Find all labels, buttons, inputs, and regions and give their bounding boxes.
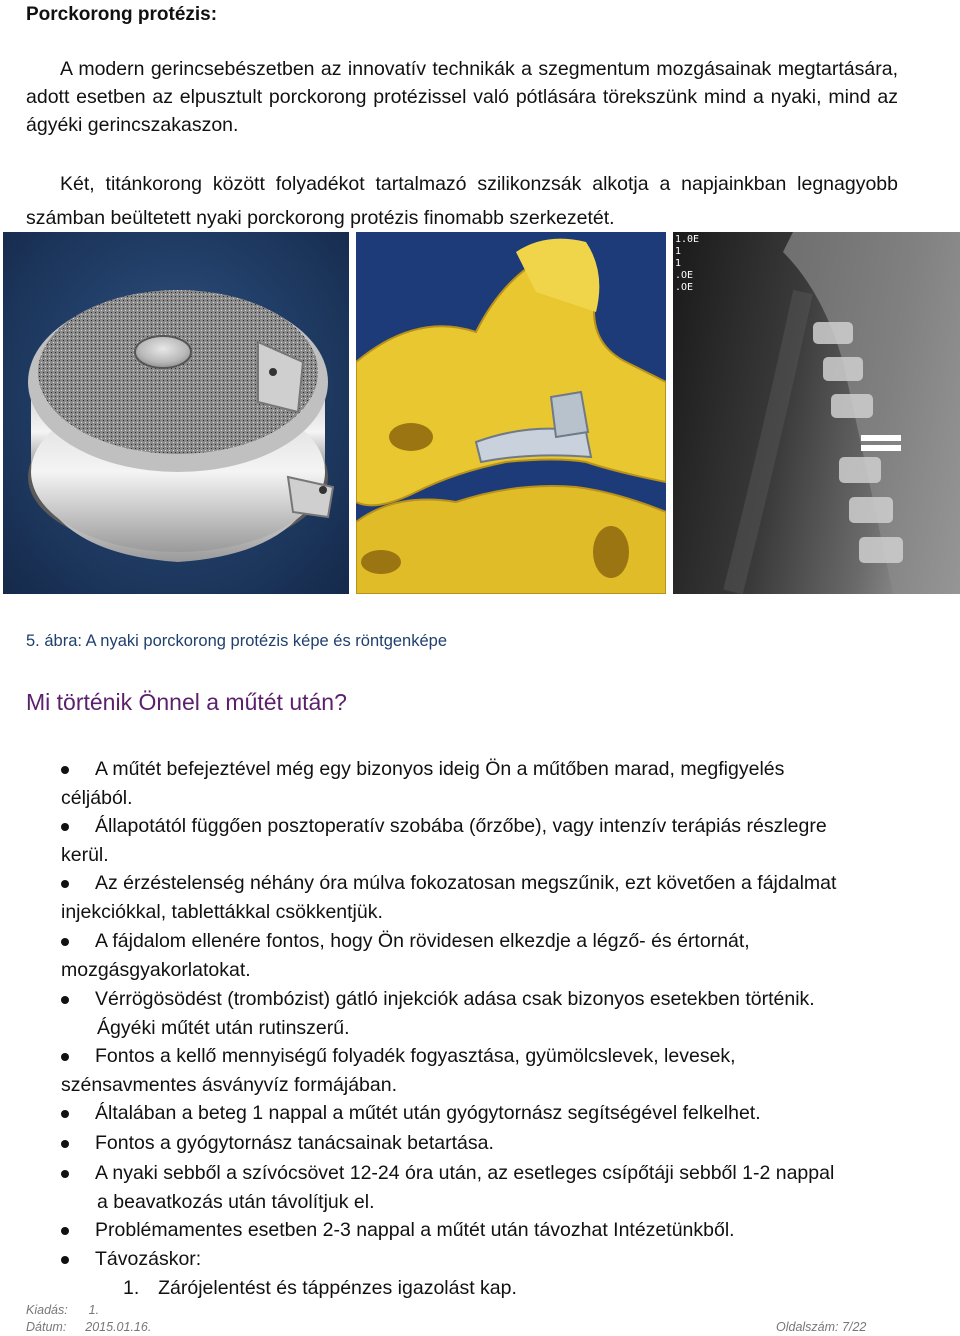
intro-paragraph-text: A modern gerincsebészetben az innovatív technikák a szegmentum mozgásainak megtartására, adott esetben az elpusztult porckorong protézissel való pótlására törekszünk mind a nyaki, mind az ágyéki gerincszakaszon. [26,58,898,136]
bullet-icon [61,996,69,1004]
bullet-icon [61,1227,69,1235]
list-item: Általában a beteg 1 nappal a műtét után gyógytornász segítségével felkelhet. [61,1099,901,1128]
bullet-icon [61,766,69,774]
footer-page-value: 7/22 [842,1320,867,1334]
list-item: Fontos a kellő mennyiségű folyadék fogyasztása, gyümölcslevek, levesek, szénsavmentes ásványvíz formájában. [61,1045,736,1096]
list-item: Az érzéstelenség néhány óra múlva fokozatosan megszűnik, ezt követően a fájdalmat injekciókkal, tablettákkal csökkentjük. [61,872,837,923]
list-item: A műtét befejeztével még egy bizonyos ideig Ön a műtőben marad, megfigyelés céljából. [61,758,785,809]
list-item: Fontos a gyógytornász tanácsainak betartása. [61,1129,901,1158]
xray-overlay-text [675,234,699,294]
list-item: Problémamentes esetben 2-3 nappal a műtét után távozhat Intézetünkből. [61,1216,901,1245]
bullet-icon [61,1110,69,1118]
bullet-icon [61,1170,69,1178]
structure-paragraph [26,167,898,235]
footer-page-number [776,1320,866,1334]
bullet-icon [61,1140,69,1148]
cervical-xray-image [673,232,960,594]
sublist-number: 1. [123,1277,140,1299]
structure-paragraph-text: Két, titánkorong között folyadékot tartalmazó szilikonzsák alkotja a napjainkban legnagyobb számban beültetett nyaki porckorong protézis finomabb szerkezetét. [26,173,898,229]
numbered-sublist-item [123,1274,517,1302]
vertebrae-illustration [356,232,666,594]
footer-date-value: 2015.01.16. [85,1320,152,1334]
section-title: Porckorong protézis: [26,4,218,25]
bullet-icon [61,880,69,888]
bullet-icon [61,823,69,831]
disc-prosthesis-image [3,232,349,594]
figure-caption: 5. ábra: A nyaki porckorong protézis képe és röntgenképe [26,632,448,650]
list-item: A fájdalom ellenére fontos, hogy Ön rövidesen elkezdje a légző- és értornát, mozgásgyakorlatokat. [61,930,750,981]
xray-overlay-line: .OE [675,282,694,293]
list-item: Vérrögösödést (trombózist) gátló injekciók adása csak bizonyos esetekben történik. Ágyéki műtét után rutinszerű. [61,985,901,1042]
bullet-icon [61,938,69,946]
list-item: Távozáskor: [61,1245,901,1274]
xray-illustration [673,232,960,594]
footer-edition-label: Kiadás: [26,1303,68,1317]
footer-edition [26,1303,99,1317]
footer-date [26,1320,151,1334]
bullet-icon [61,1053,69,1061]
footer-edition-value: 1. [88,1303,100,1317]
xray-overlay-line: 1 [675,246,682,257]
xray-overlay-line: 1 [675,258,682,269]
bullet-icon [61,1256,69,1264]
section-heading: Mi történik Önnel a műtét után? [26,689,347,715]
list-item: A nyaki sebből a szívócsövet 12-24 óra után, az esetleges csípőtáji sebből 1-2 nappal a beavatkozás után távolítjuk el. [61,1159,901,1216]
sublist-text: Zárójelentést és táppénzes igazolást kap. [158,1277,517,1299]
footer-date-label: Dátum: [26,1320,67,1334]
vertebrae-implant-image [356,232,666,594]
list-item: Állapotától függően posztoperatív szobába (őrzőbe), vagy intenzív terápiás részlegre kerül. [61,815,827,866]
footer-page-label: Oldalszám: [776,1320,839,1334]
xray-overlay-line: .OE [675,270,694,281]
disc-prosthesis-illustration [3,232,349,594]
xray-overlay-line: 1.0E [675,234,700,245]
intro-paragraph [26,55,898,139]
